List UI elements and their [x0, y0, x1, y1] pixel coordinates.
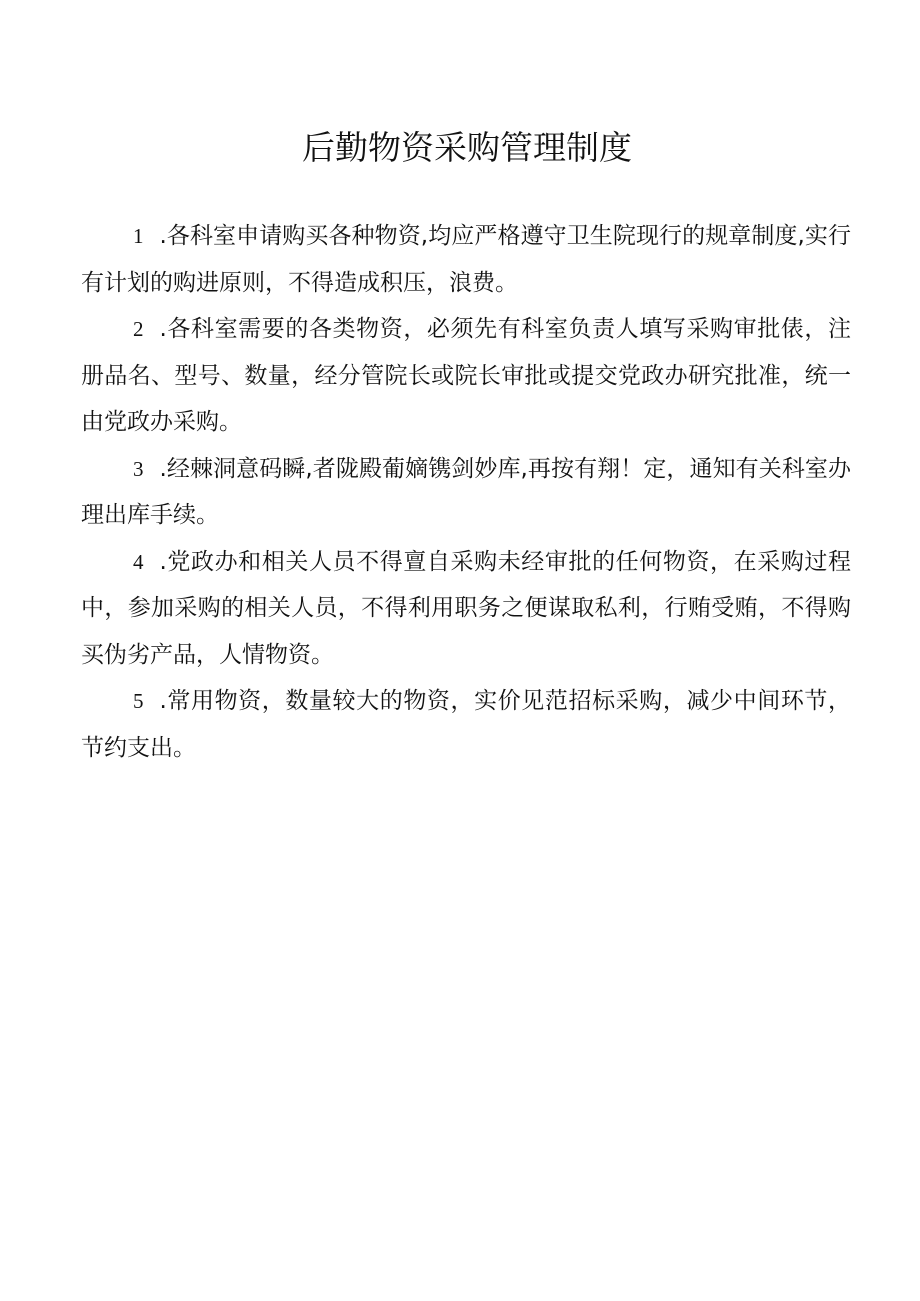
- page-title: 后勤物资采购管理制度: [302, 128, 632, 167]
- clause-2: [81, 306, 851, 446]
- clause-text: .党政办和相关人员不得亶自采购未经审批的任何物资，在采购过程中，参加采购的相关人员，不得利用职务之便谋取私利，行贿受贿，不得购买伪劣产品，人情物资。: [81, 548, 851, 668]
- clause-number: 5: [133, 689, 144, 713]
- clause-number: 4: [133, 549, 144, 574]
- clause-5: [81, 678, 851, 771]
- clause-text: .各科室需要的各类物资，必须先有科室负责人填写采购审批俵，注册品名、型号、数量，经分管院长或院长审批或提交党政办研究批准，统一由党政办采购。: [81, 316, 851, 435]
- clause-number: 1: [133, 224, 144, 248]
- clause-text: .常用物资，数量较大的物资，实价见范招标采购，减少中间环节，节约支出。: [81, 688, 851, 761]
- clause-4: [81, 539, 851, 679]
- clause-number: 3: [133, 456, 144, 481]
- clause-1: [81, 213, 851, 306]
- document-body: [81, 213, 851, 771]
- clause-text: .各科室申请购买各种物资,均应严格遵守卫生院现行的规章制度,实行有计划的购进原则，不得造成积压，浪费。: [81, 223, 851, 296]
- clause-3: [81, 446, 851, 539]
- clause-number: 2: [133, 317, 144, 341]
- clause-text: .经棘洞意码瞬,者陇殿葡嫡镌剑妙库,再按有翔！定，通知有关科室办理出库手续。: [81, 455, 851, 528]
